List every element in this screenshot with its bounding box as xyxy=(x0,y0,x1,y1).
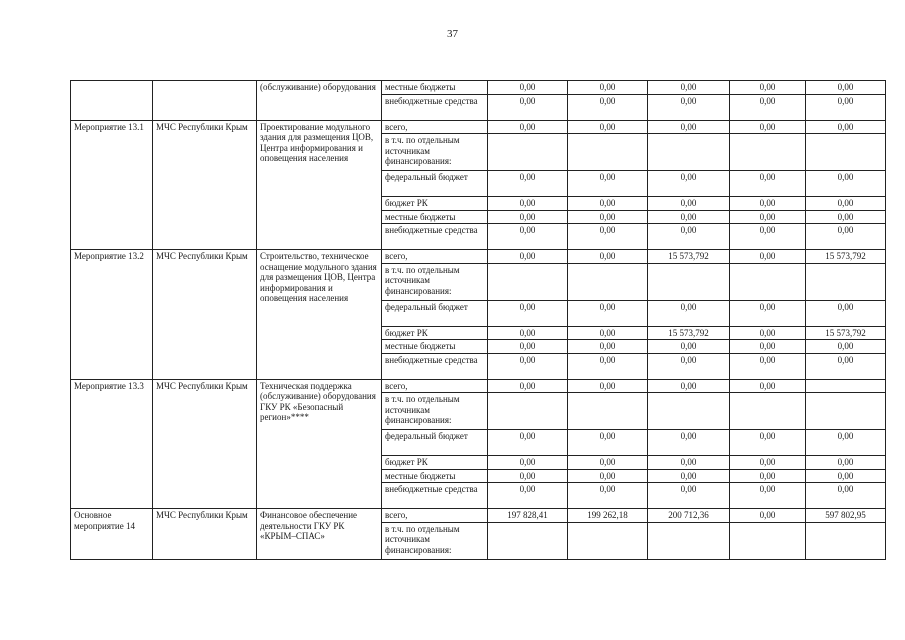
amount-cell: 0,00 xyxy=(806,430,886,456)
financing-table xyxy=(70,80,886,560)
amount-cell: 0,00 xyxy=(806,456,886,470)
amount-cell xyxy=(568,522,648,559)
table-row xyxy=(71,81,886,95)
table-row xyxy=(71,509,886,523)
amount-cell: 0,00 xyxy=(730,171,806,197)
amount-cell: 0,00 xyxy=(488,94,568,120)
amount-cell xyxy=(806,379,886,393)
amount-cell: 0,00 xyxy=(806,353,886,379)
description-cell: Финансовое обеспечение деятельности ГКУ РК «КРЫМ–СПАС» xyxy=(257,509,382,560)
amount-cell: 0,00 xyxy=(568,469,648,483)
amount-cell: 0,00 xyxy=(730,250,806,264)
funding-source-cell: федеральный бюджет xyxy=(382,171,488,197)
funding-source-cell: местные бюджеты xyxy=(382,81,488,95)
amount-cell: 0,00 xyxy=(568,300,648,326)
amount-cell: 0,00 xyxy=(648,483,730,509)
amount-cell: 0,00 xyxy=(488,250,568,264)
amount-cell: 0,00 xyxy=(648,81,730,95)
amount-cell xyxy=(806,134,886,171)
event-name-cell: Мероприятие 13.1 xyxy=(71,120,153,250)
amount-cell xyxy=(806,263,886,300)
amount-cell: 0,00 xyxy=(488,197,568,211)
amount-cell: 0,00 xyxy=(488,456,568,470)
funding-source-cell: всего, xyxy=(382,250,488,264)
funding-source-cell: федеральный бюджет xyxy=(382,300,488,326)
funding-source-cell: внебюджетные средства xyxy=(382,353,488,379)
amount-cell: 0,00 xyxy=(568,94,648,120)
amount-cell: 597 802,95 xyxy=(806,509,886,523)
funding-source-cell: бюджет РК xyxy=(382,456,488,470)
amount-cell: 0,00 xyxy=(806,300,886,326)
amount-cell: 0,00 xyxy=(488,171,568,197)
event-name-cell xyxy=(71,81,153,121)
funding-source-cell: всего, xyxy=(382,379,488,393)
amount-cell: 0,00 xyxy=(568,456,648,470)
amount-cell: 0,00 xyxy=(488,326,568,340)
funding-source-cell: местные бюджеты xyxy=(382,469,488,483)
amount-cell: 0,00 xyxy=(806,81,886,95)
amount-cell: 15 573,792 xyxy=(648,326,730,340)
amount-cell: 15 573,792 xyxy=(806,250,886,264)
amount-cell xyxy=(730,522,806,559)
amount-cell: 0,00 xyxy=(648,469,730,483)
description-cell: Строительство, техническое оснащение модульного здания для размещения ЦОВ, Центра информирования и оповещения населения xyxy=(257,250,382,380)
funding-source-cell: бюджет РК xyxy=(382,197,488,211)
funding-source-cell: в т.ч. по отдельным источникам финансирования: xyxy=(382,134,488,171)
amount-cell: 0,00 xyxy=(730,120,806,134)
amount-cell: 0,00 xyxy=(730,379,806,393)
amount-cell xyxy=(730,393,806,430)
amount-cell: 0,00 xyxy=(806,483,886,509)
amount-cell: 0,00 xyxy=(730,224,806,250)
amount-cell xyxy=(568,134,648,171)
amount-cell: 0,00 xyxy=(648,456,730,470)
amount-cell xyxy=(488,263,568,300)
amount-cell: 0,00 xyxy=(806,340,886,354)
amount-cell: 0,00 xyxy=(648,300,730,326)
amount-cell: 0,00 xyxy=(648,94,730,120)
amount-cell: 0,00 xyxy=(488,300,568,326)
amount-cell: 0,00 xyxy=(730,483,806,509)
amount-cell: 0,00 xyxy=(568,430,648,456)
amount-cell: 0,00 xyxy=(568,81,648,95)
amount-cell xyxy=(648,263,730,300)
amount-cell: 0,00 xyxy=(568,353,648,379)
amount-cell: 0,00 xyxy=(730,353,806,379)
amount-cell: 15 573,792 xyxy=(806,326,886,340)
amount-cell: 0,00 xyxy=(648,430,730,456)
amount-cell xyxy=(730,263,806,300)
amount-cell: 0,00 xyxy=(488,469,568,483)
funding-source-cell: внебюджетные средства xyxy=(382,224,488,250)
amount-cell: 0,00 xyxy=(730,430,806,456)
amount-cell: 0,00 xyxy=(806,120,886,134)
amount-cell: 0,00 xyxy=(648,379,730,393)
amount-cell: 0,00 xyxy=(648,224,730,250)
amount-cell: 0,00 xyxy=(568,171,648,197)
table-row xyxy=(71,250,886,264)
amount-cell: 0,00 xyxy=(568,326,648,340)
funding-source-cell: в т.ч. по отдельным источникам финансирования: xyxy=(382,393,488,430)
executor-cell: МЧС Республики Крым xyxy=(153,509,257,560)
amount-cell: 0,00 xyxy=(730,340,806,354)
amount-cell xyxy=(648,393,730,430)
amount-cell: 0,00 xyxy=(488,353,568,379)
amount-cell: 0,00 xyxy=(806,171,886,197)
amount-cell: 197 828,41 xyxy=(488,509,568,523)
amount-cell: 0,00 xyxy=(648,353,730,379)
amount-cell: 0,00 xyxy=(648,340,730,354)
amount-cell: 0,00 xyxy=(730,197,806,211)
amount-cell xyxy=(648,522,730,559)
executor-cell xyxy=(153,81,257,121)
amount-cell: 0,00 xyxy=(568,120,648,134)
amount-cell: 0,00 xyxy=(488,430,568,456)
amount-cell xyxy=(648,134,730,171)
amount-cell xyxy=(806,393,886,430)
amount-cell xyxy=(568,263,648,300)
amount-cell: 0,00 xyxy=(806,197,886,211)
amount-cell xyxy=(568,393,648,430)
funding-source-cell: бюджет РК xyxy=(382,326,488,340)
amount-cell: 15 573,792 xyxy=(648,250,730,264)
amount-cell: 0,00 xyxy=(730,456,806,470)
amount-cell: 0,00 xyxy=(488,379,568,393)
amount-cell: 0,00 xyxy=(488,120,568,134)
funding-source-cell: местные бюджеты xyxy=(382,210,488,224)
amount-cell: 0,00 xyxy=(806,224,886,250)
event-name-cell: Мероприятие 13.2 xyxy=(71,250,153,380)
amount-cell: 0,00 xyxy=(730,81,806,95)
amount-cell: 0,00 xyxy=(648,120,730,134)
amount-cell xyxy=(806,522,886,559)
amount-cell: 0,00 xyxy=(488,81,568,95)
amount-cell: 0,00 xyxy=(730,94,806,120)
amount-cell: 0,00 xyxy=(648,210,730,224)
amount-cell: 0,00 xyxy=(730,469,806,483)
amount-cell: 0,00 xyxy=(568,340,648,354)
funding-source-cell: внебюджетные средства xyxy=(382,94,488,120)
funding-source-cell: местные бюджеты xyxy=(382,340,488,354)
amount-cell: 0,00 xyxy=(488,210,568,224)
amount-cell xyxy=(730,134,806,171)
amount-cell: 0,00 xyxy=(730,210,806,224)
amount-cell: 0,00 xyxy=(730,326,806,340)
description-cell: (обслуживание) оборудования xyxy=(257,81,382,121)
funding-source-cell: в т.ч. по отдельным источникам финансирования: xyxy=(382,263,488,300)
amount-cell: 0,00 xyxy=(568,250,648,264)
executor-cell: МЧС Республики Крым xyxy=(153,120,257,250)
amount-cell: 0,00 xyxy=(568,483,648,509)
description-cell: Техническая поддержка (обслуживание) оборудования ГКУ РК «Безопасный регион»**** xyxy=(257,379,382,509)
amount-cell: 0,00 xyxy=(806,469,886,483)
event-name-cell: Основное мероприятие 14 xyxy=(71,509,153,560)
amount-cell: 0,00 xyxy=(730,300,806,326)
amount-cell: 200 712,36 xyxy=(648,509,730,523)
amount-cell: 199 262,18 xyxy=(568,509,648,523)
amount-cell: 0,00 xyxy=(806,210,886,224)
funding-source-cell: внебюджетные средства xyxy=(382,483,488,509)
amount-cell: 0,00 xyxy=(568,197,648,211)
amount-cell xyxy=(488,522,568,559)
amount-cell: 0,00 xyxy=(730,509,806,523)
amount-cell: 0,00 xyxy=(568,210,648,224)
description-cell: Проектирование модульного здания для размещения ЦОВ, Центра информирования и оповещения населения xyxy=(257,120,382,250)
amount-cell: 0,00 xyxy=(568,224,648,250)
amount-cell xyxy=(488,393,568,430)
amount-cell: 0,00 xyxy=(488,483,568,509)
amount-cell: 0,00 xyxy=(806,94,886,120)
table-row xyxy=(71,120,886,134)
funding-source-cell: федеральный бюджет xyxy=(382,430,488,456)
event-name-cell: Мероприятие 13.3 xyxy=(71,379,153,509)
amount-cell xyxy=(488,134,568,171)
funding-source-cell: всего, xyxy=(382,120,488,134)
executor-cell: МЧС Республики Крым xyxy=(153,379,257,509)
amount-cell: 0,00 xyxy=(648,197,730,211)
amount-cell: 0,00 xyxy=(648,171,730,197)
amount-cell: 0,00 xyxy=(488,224,568,250)
funding-source-cell: всего, xyxy=(382,509,488,523)
page-number: 37 xyxy=(447,28,458,40)
amount-cell: 0,00 xyxy=(488,340,568,354)
amount-cell: 0,00 xyxy=(568,379,648,393)
executor-cell: МЧС Республики Крым xyxy=(153,250,257,380)
table-row xyxy=(71,379,886,393)
funding-source-cell: в т.ч. по отдельным источникам финансирования: xyxy=(382,522,488,559)
financing-table-body xyxy=(71,81,886,560)
